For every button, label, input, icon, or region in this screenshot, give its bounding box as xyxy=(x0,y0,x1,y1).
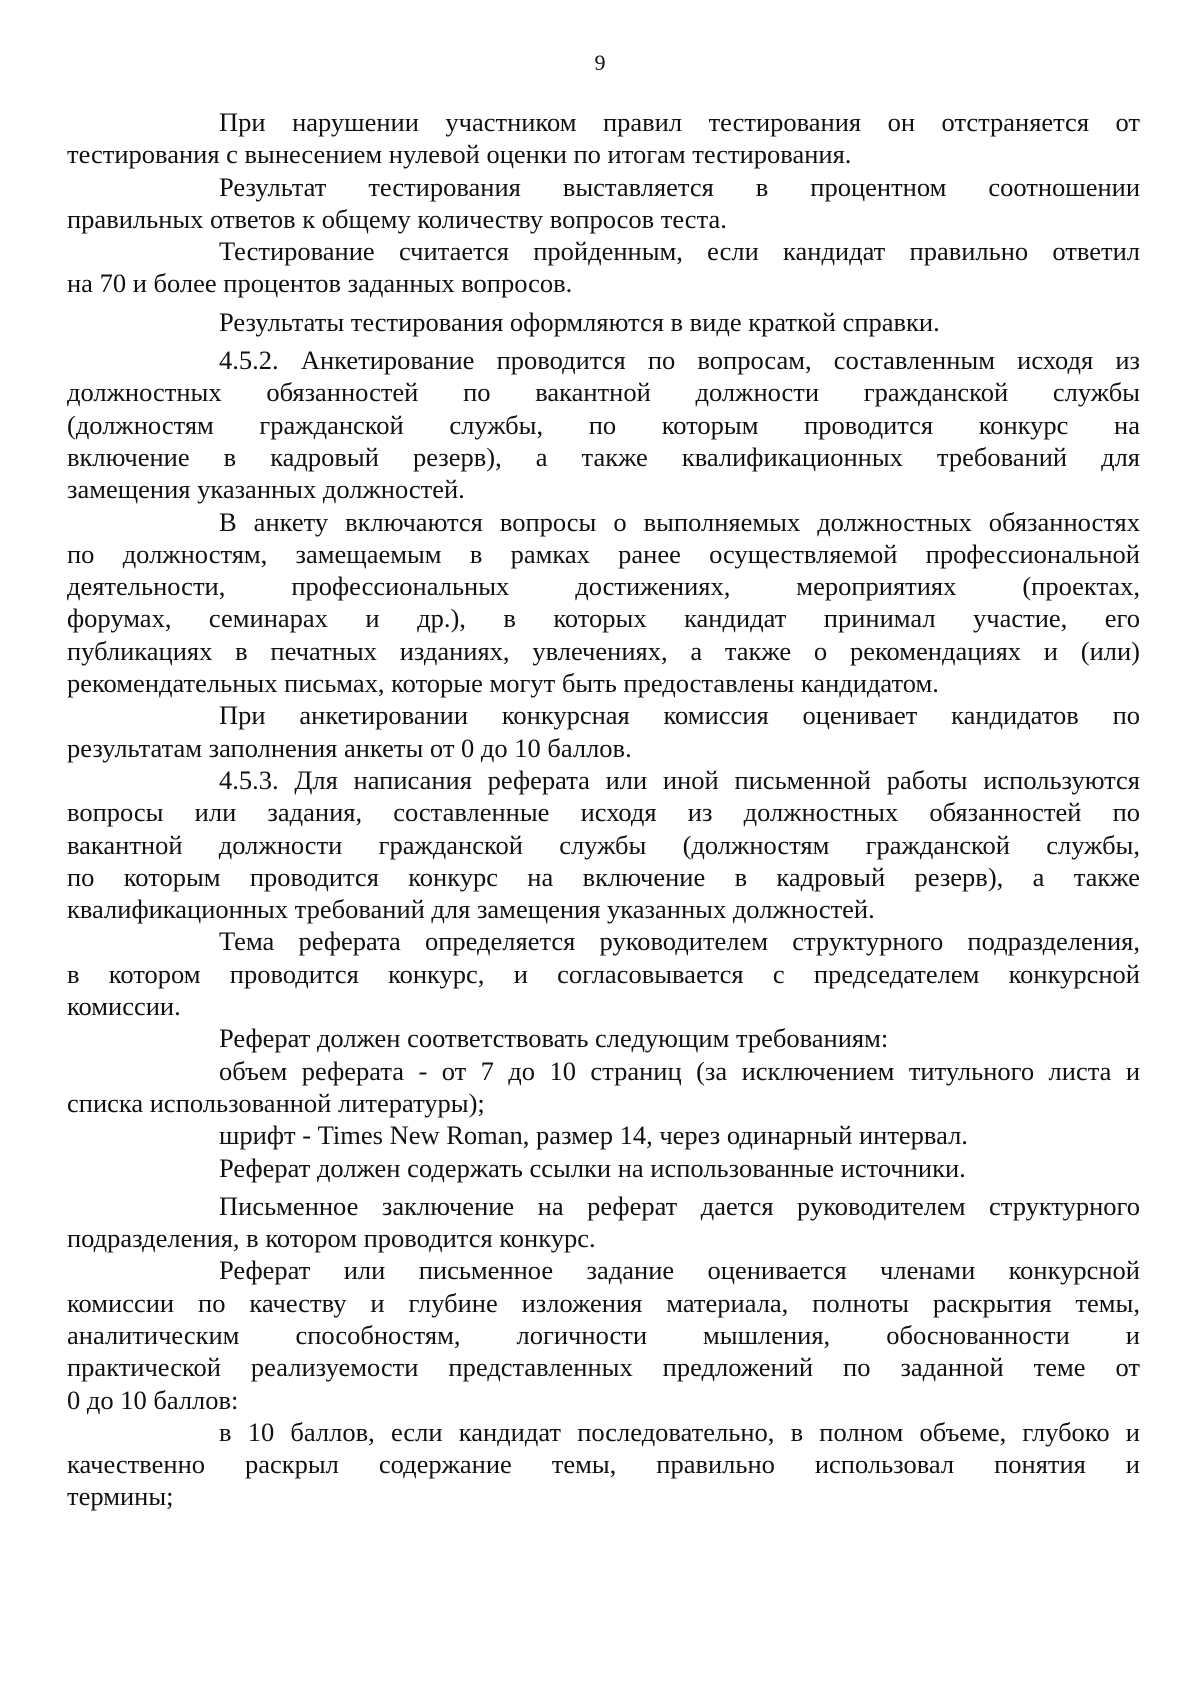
text-line: замещения указанных должностей. xyxy=(67,474,465,505)
paragraph xyxy=(67,506,1140,700)
text-line: Письменное заключение на реферат дается руководителем структурного xyxy=(219,1190,1140,1221)
text-line: объем реферата - от 7 до 10 страниц (за исключением титульного листа и xyxy=(219,1055,1140,1086)
text-line: термины; xyxy=(67,1481,174,1512)
text-line: публикациях в печатных изданиях, увлечениях, а также о рекомендациях и (или) xyxy=(67,635,1140,666)
text-line: качественно раскрыл содержание темы, правильно использовал понятия и xyxy=(67,1449,1140,1480)
document-body xyxy=(67,106,1140,1513)
text-line: При нарушении участником правил тестирования он отстраняется от xyxy=(219,107,1140,137)
text-line: В анкету включаются вопросы о выполняемых должностных обязанностях xyxy=(219,506,1140,537)
text-line: правильных ответов к общему количеству вопросов теста. xyxy=(67,203,727,234)
text-line: Тестирование считается пройденным, если кандидат правильно ответил xyxy=(219,236,1140,267)
paragraph xyxy=(67,764,1140,925)
text-line: форумах, семинарах и др.), в которых кандидат принимал участие, его xyxy=(67,603,1140,634)
paragraph xyxy=(143,306,1140,338)
page-number: 9 xyxy=(594,50,606,75)
text-line: рекомендательных письмах, которые могут быть предоставлены кандидатом. xyxy=(67,668,939,699)
paragraph xyxy=(67,235,1140,300)
text-line: (должностям гражданской службы, по которым проводится конкурс на xyxy=(67,409,1140,440)
text-line: списка использованной литературы); xyxy=(67,1087,485,1118)
text-line: подразделения, в котором проводится конкурс. xyxy=(67,1223,596,1254)
paragraph xyxy=(67,1055,1140,1120)
text-line: 4.5.2. Анкетирование проводится по вопросам, составленным исходя из xyxy=(219,345,1140,376)
text-line: в 10 баллов, если кандидат последовательно, в полном объеме, глубоко и xyxy=(219,1416,1140,1447)
paragraph xyxy=(143,1152,1140,1184)
text-line: 0 до 10 баллов: xyxy=(67,1384,239,1415)
paragraph xyxy=(67,1254,1140,1415)
text-line: по которым проводится конкурс на включение в кадровый резерв), а также xyxy=(67,861,1140,892)
text-line: по должностям, замещаемым в рамках ранее осуществляемой профессиональной xyxy=(67,538,1140,569)
text-line: вопросы или задания, составленные исходя из должностных обязанностей по xyxy=(67,797,1140,828)
paragraph xyxy=(67,925,1140,1022)
paragraph xyxy=(67,344,1140,505)
text-line: результатам заполнения анкеты от 0 до 10 баллов. xyxy=(67,732,632,763)
paragraph xyxy=(67,1190,1140,1255)
text-line: практической реализуемости представленных предложений по заданной теме от xyxy=(67,1352,1140,1383)
paragraph xyxy=(143,1119,1140,1151)
text-line: в котором проводится конкурс, и согласовывается с председателем конкурсной xyxy=(67,958,1140,989)
text-line: Реферат или письменное задание оценивается членами конкурсной xyxy=(219,1255,1140,1286)
text-line: 4.5.3. Для написания реферата или иной письменной работы используются xyxy=(219,764,1140,795)
text-line: аналитическим способностям, логичности мышления, обоснованности и xyxy=(67,1319,1140,1350)
text-line: шрифт - Times New Roman, размер 14, через одинарный интервал. xyxy=(219,1120,968,1151)
text-line: Результат тестирования выставляется в процентном соотношении xyxy=(219,171,1140,202)
text-line: на 70 и более процентов заданных вопросов. xyxy=(67,268,573,299)
text-line: комиссии. xyxy=(67,991,181,1022)
text-line: вакантной должности гражданской службы (должностям гражданской службы, xyxy=(67,829,1140,860)
paragraph xyxy=(67,171,1140,236)
text-line: квалификационных требований для замещения указанных должностей. xyxy=(67,894,875,925)
text-line: Реферат должен соответствовать следующим требованиям: xyxy=(219,1023,889,1054)
paragraph xyxy=(67,1416,1140,1513)
text-line: Результаты тестирования оформляются в виде краткой справки. xyxy=(219,306,940,337)
text-line: включение в кадровый резерв), а также квалификационных требований для xyxy=(67,441,1140,472)
paragraph xyxy=(143,1022,1140,1054)
text-line: тестирования с вынесением нулевой оценки по итогам тестирования. xyxy=(67,139,852,170)
paragraph xyxy=(67,106,1140,171)
text-line: комиссии по качеству и глубине изложения материала, полноты раскрытия темы, xyxy=(67,1287,1140,1318)
text-line: деятельности, профессиональных достижениях, мероприятиях (проектах, xyxy=(67,571,1140,602)
text-line: При анкетировании конкурсная комиссия оценивает кандидатов по xyxy=(219,700,1140,731)
text-line: должностных обязанностей по вакантной должности гражданской службы xyxy=(67,377,1140,408)
paragraph xyxy=(67,699,1140,764)
text-line: Тема реферата определяется руководителем структурного подразделения, xyxy=(219,926,1140,957)
text-line: Реферат должен содержать ссылки на использованные источники. xyxy=(219,1152,966,1183)
